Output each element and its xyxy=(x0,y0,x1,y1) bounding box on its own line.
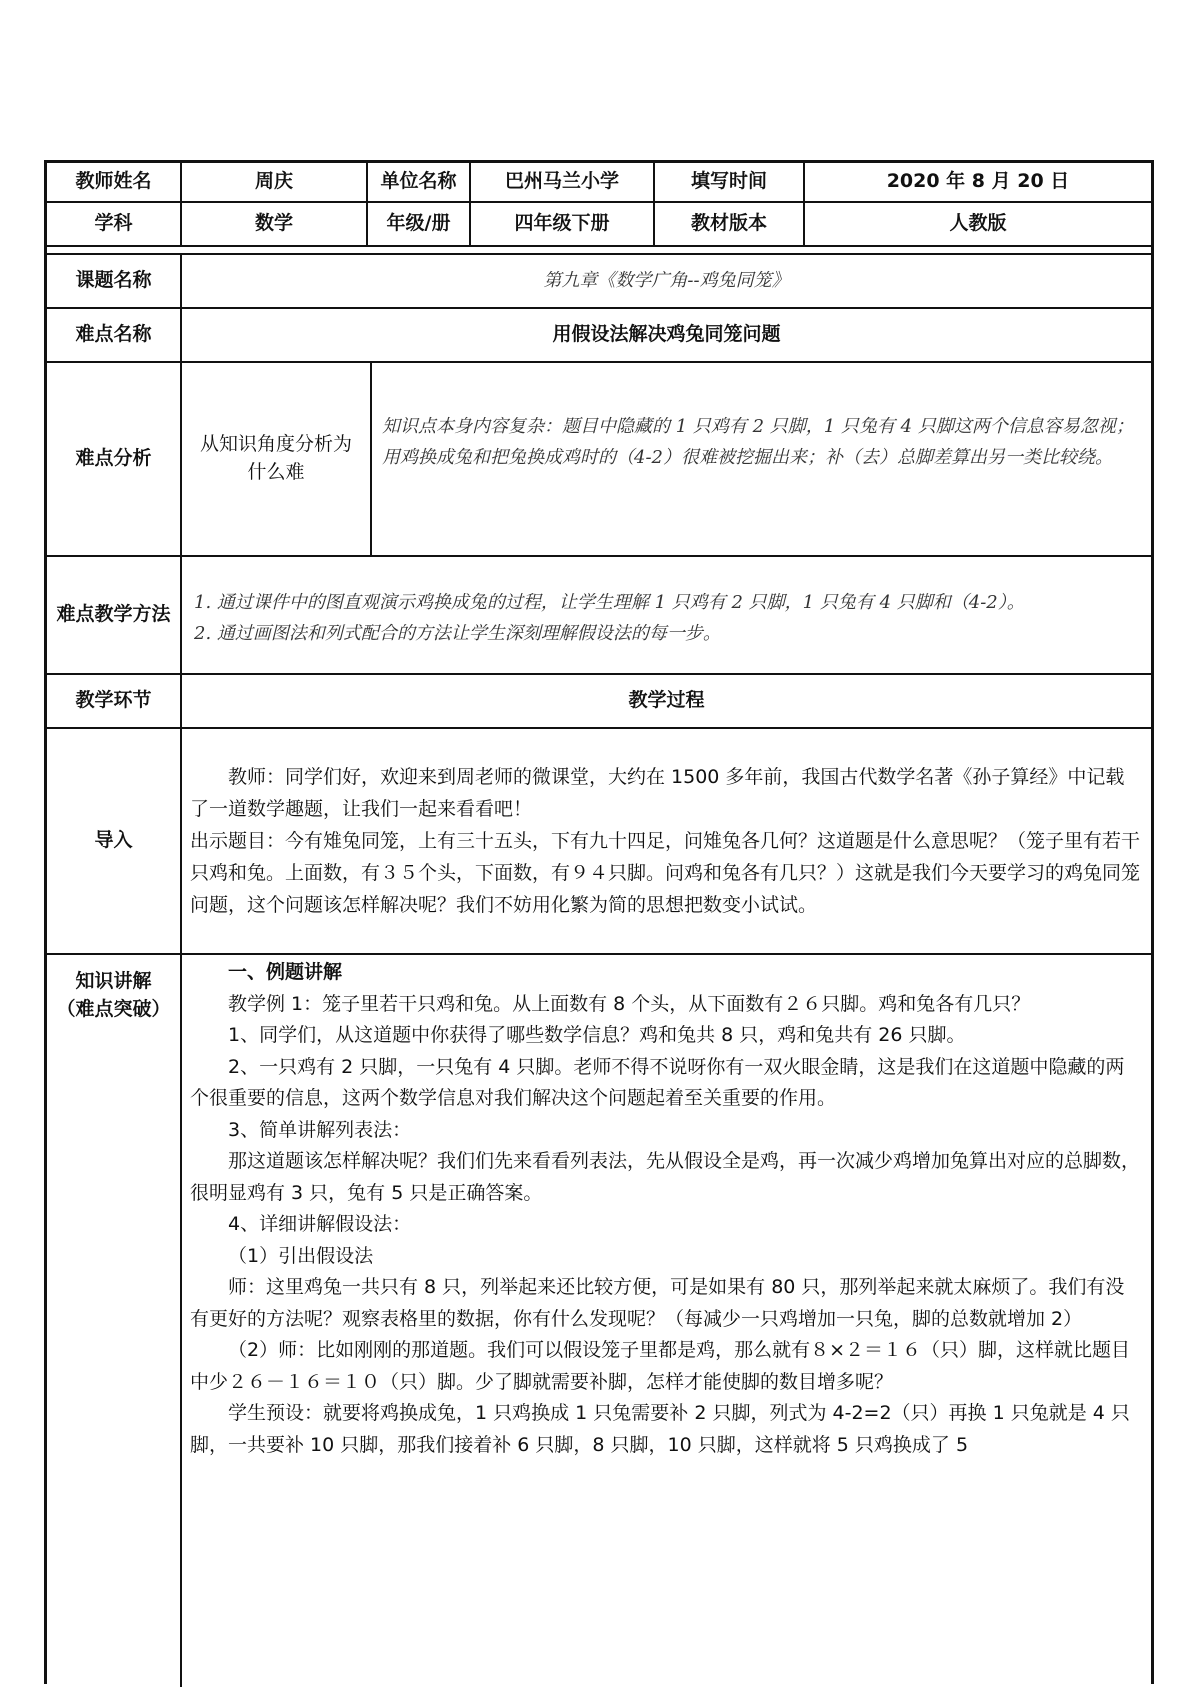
intro-label: 导入 xyxy=(47,729,182,955)
date-label: 填写时间 xyxy=(655,163,805,203)
knowledge-paragraph-5: 那这道题该怎样解决呢？我们们先来看看列表法，先从假设全是鸡，再一次减少鸡增加兔算出对应的总脚数，很明显鸡有 3 只，兔有 5 只是正确答案。 xyxy=(190,1150,1141,1204)
grade-label: 年级/册 xyxy=(368,203,471,247)
knowledge-paragraph-6: 4、详细讲解假设法： xyxy=(228,1213,412,1235)
edition-value: 人教版 xyxy=(805,203,1151,247)
knowledge-paragraph-10: 学生预设：就要将鸡换成兔，1 只鸡换成 1 只兔需要补 2 只脚，列式为 4-2=2（只）再换 1 只兔就是 4 只脚，一共要补 10 只脚，那我们接着补 6 只脚，8 只脚，10 只脚，这样就将 5 只鸡换成了 5 xyxy=(190,1402,1130,1456)
unit-label: 单位名称 xyxy=(368,163,471,203)
knowledge-label-line-2: （难点突破） xyxy=(56,998,171,1020)
knowledge-paragraph-9: （2）师：比如刚刚的那道题。我们可以假设笼子里都是鸡，那么就有８×２＝１６（只）脚，这样就比题目中少２６－１６＝１０（只）脚。少了脚就需要补脚，怎样才能使脚的数目增多呢？ xyxy=(190,1339,1131,1393)
difficulty-label: 难点名称 xyxy=(47,309,182,363)
analysis-paragraph: 知识点本身内容复杂：题目中隐藏的 1 只鸡有 2 只脚，1 只兔有 4 只脚这两个信息容易忽视；用鸡换成兔和把兔换成鸡时的（4-2）很难被挖掘出来；补（去）总脚差算出另一类比较绕。 xyxy=(382,416,1134,468)
intro-paragraph-1: 教师：同学们好，欢迎来到周老师的微课堂，大约在 1500 多年前，我国古代数学名著《孙子算经》中记载了一道数学趣题，让我们一起来看看吧！ xyxy=(190,766,1125,820)
method-line-2: 2. 通过画图法和列式配合的方法让学生深刻理解假设法的每一步。 xyxy=(194,623,721,644)
unit-value: 巴州马兰小学 xyxy=(471,163,655,203)
knowledge-paragraph-2: 1、同学们，从这道题中你获得了哪些数学信息？鸡和兔共 8 只，鸡和兔共有 26 只脚。 xyxy=(228,1024,966,1046)
subject-value: 数学 xyxy=(182,203,368,247)
knowledge-content xyxy=(182,955,1151,1687)
knowledge-paragraph-7: （1）引出假设法 xyxy=(228,1244,374,1267)
edition-label: 教材版本 xyxy=(655,203,805,247)
analysis-text xyxy=(372,363,1151,557)
method-line-1: 1. 通过课件中的图直观演示鸡换成兔的过程，让学生理解 1 只鸡有 2 只脚，1 只兔有 4 只脚和（4-2）。 xyxy=(194,592,1025,613)
topic-value: 第九章《数学广角--鸡兔同笼》 xyxy=(182,255,1151,309)
knowledge-label-line-1: 知识讲解 xyxy=(75,970,152,992)
method-text xyxy=(182,557,1151,675)
teacher-name-label: 教师姓名 xyxy=(47,163,182,203)
knowledge-heading: 一、例题讲解 xyxy=(228,961,343,983)
knowledge-paragraph-8: 师：这里鸡兔一共只有 8 只，列举起来还比较方便，可是如果有 80 只，那列举起来就太麻烦了。我们有没有更好的方法呢？观察表格里的数据，你有什么发现呢？（每减少一只鸡增加一只兔，脚的总数就增加 2） xyxy=(190,1276,1125,1330)
analysis-sub-label xyxy=(182,363,372,557)
subject-label: 学科 xyxy=(47,203,182,247)
difficulty-value: 用假设法解决鸡兔同笼问题 xyxy=(182,309,1151,363)
process-stage-label: 教学环节 xyxy=(47,675,182,729)
method-label: 难点教学方法 xyxy=(47,557,182,675)
analysis-label: 难点分析 xyxy=(47,363,182,557)
knowledge-paragraph-1: 教学例 1：笼子里若干只鸡和兔。从上面数有 8 个头，从下面数有２６只脚。鸡和兔各有几只？ xyxy=(228,992,1031,1015)
analysis-sub-label-text: 从知识角度分析为什么难 xyxy=(199,433,352,483)
knowledge-paragraph-4: 3、简单讲解列表法： xyxy=(228,1118,412,1141)
intro-content xyxy=(182,729,1151,955)
topic-label: 课题名称 xyxy=(47,255,182,309)
date-value: 2020 年 8 月 20 日 xyxy=(805,163,1151,203)
knowledge-paragraph-3: 2、一只鸡有 2 只脚，一只兔有 4 只脚。老师不得不说呀你有一双火眼金睛，这是我们在这道题中隐藏的两个很重要的信息，这两个数学信息对我们解决这个问题起着至关重要的作用。 xyxy=(190,1055,1125,1109)
grade-value: 四年级下册 xyxy=(471,203,655,247)
intro-paragraph-2: 出示题目：今有雉兔同笼，上有三十五头，下有九十四足，问雉兔各几何？这道题是什么意思呢？（笼子里有若干只鸡和兔。上面数，有３５个头，下面数，有９４只脚。问鸡和兔各有几只？）这就是我们今天要学习的鸡兔同笼问题，这个问题该怎样解决呢？我们不妨用化繁为简的思想把数变小试试。 xyxy=(190,830,1141,916)
lesson-plan-table xyxy=(44,160,1154,1684)
teacher-name-value: 周庆 xyxy=(182,163,368,203)
process-header-value: 教学过程 xyxy=(182,675,1151,729)
knowledge-label xyxy=(47,955,182,1687)
